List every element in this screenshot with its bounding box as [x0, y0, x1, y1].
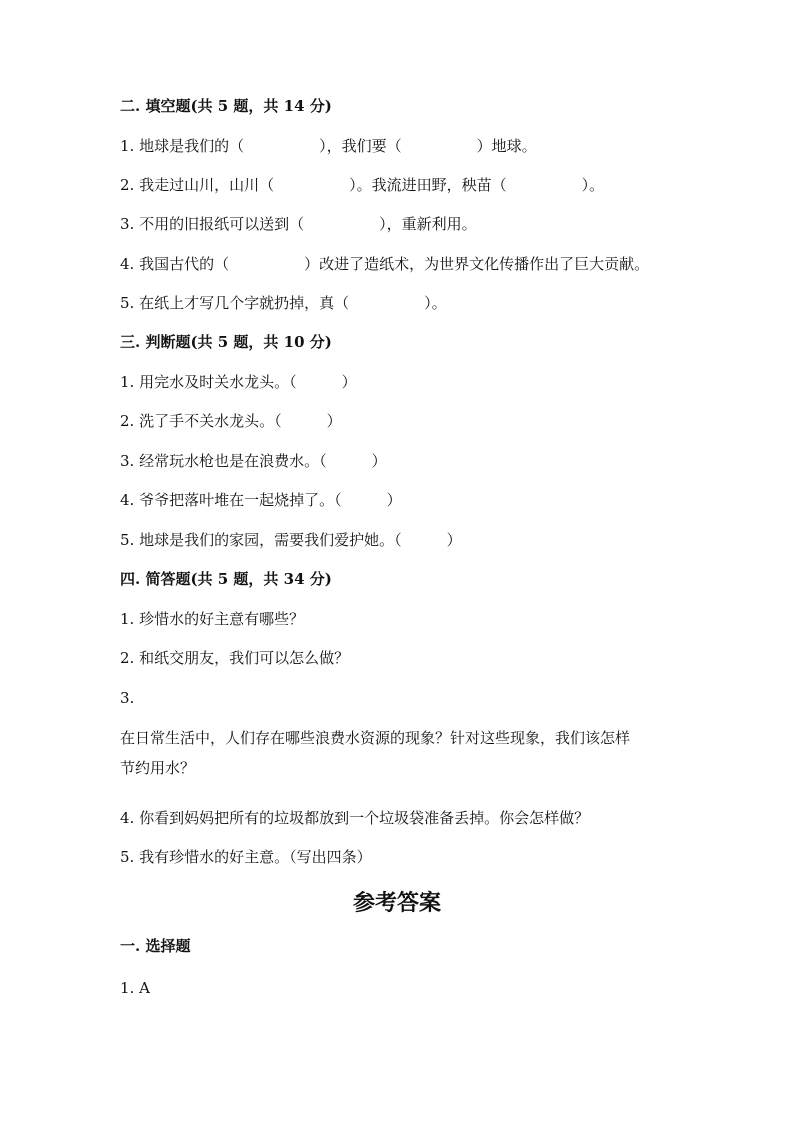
question-item: 1. 用完水及时关水龙头。（ ）	[120, 373, 357, 391]
section-heading-short-answer: 四. 简答题(共 5 题，共 34 分)	[120, 570, 332, 588]
answer-item: 1. A	[120, 979, 150, 997]
section-heading-fill-blank: 二. 填空题(共 5 题，共 14 分)	[120, 97, 332, 115]
answers-title: 参考答案	[352, 890, 441, 916]
question-text: 在日常生活中，人们存在哪些浪费水资源的现象？针对这些现象，我们该怎样	[120, 729, 631, 747]
question-item: 5. 在纸上才写几个字就扔掉，真（ ）。	[120, 294, 447, 312]
question-item: 5. 我有珍惜水的好主意。（写出四条）	[120, 848, 372, 866]
question-number: 3.	[120, 689, 135, 707]
question-item: 2. 和纸交朋友，我们可以怎么做？	[120, 649, 350, 667]
question-item: 3. 经常玩水枪也是在浪费水。（ ）	[120, 452, 387, 470]
question-item: 4. 爷爷把落叶堆在一起烧掉了。（ ）	[120, 491, 402, 509]
section-heading-judge: 三. 判断题(共 5 题，共 10 分)	[120, 333, 332, 351]
question-item: 4. 你看到妈妈把所有的垃圾都放到一个垃圾袋准备丢掉。你会怎样做？	[120, 809, 590, 827]
question-item: 1. 珍惜水的好主意有哪些？	[120, 610, 305, 628]
section-heading-answers: 一. 选择题	[120, 937, 191, 955]
question-item: 5. 地球是我们的家园，需要我们爱护她。（ ）	[120, 531, 462, 549]
question-item: 1. 地球是我们的（ ），我们要（ ）地球。	[120, 137, 537, 155]
question-item: 2. 我走过山川，山川（ ）。我流进田野，秧苗（ ）。	[120, 176, 605, 194]
question-item: 3. 不用的旧报纸可以送到（ ），重新利用。	[120, 215, 477, 233]
question-text: 节约用水？	[120, 759, 196, 777]
question-item: 2. 洗了手不关水龙头。（ ）	[120, 412, 342, 430]
question-item: 4. 我国古代的（ ）改进了造纸术，为世界文化传播作出了巨大贡献。	[120, 255, 650, 273]
